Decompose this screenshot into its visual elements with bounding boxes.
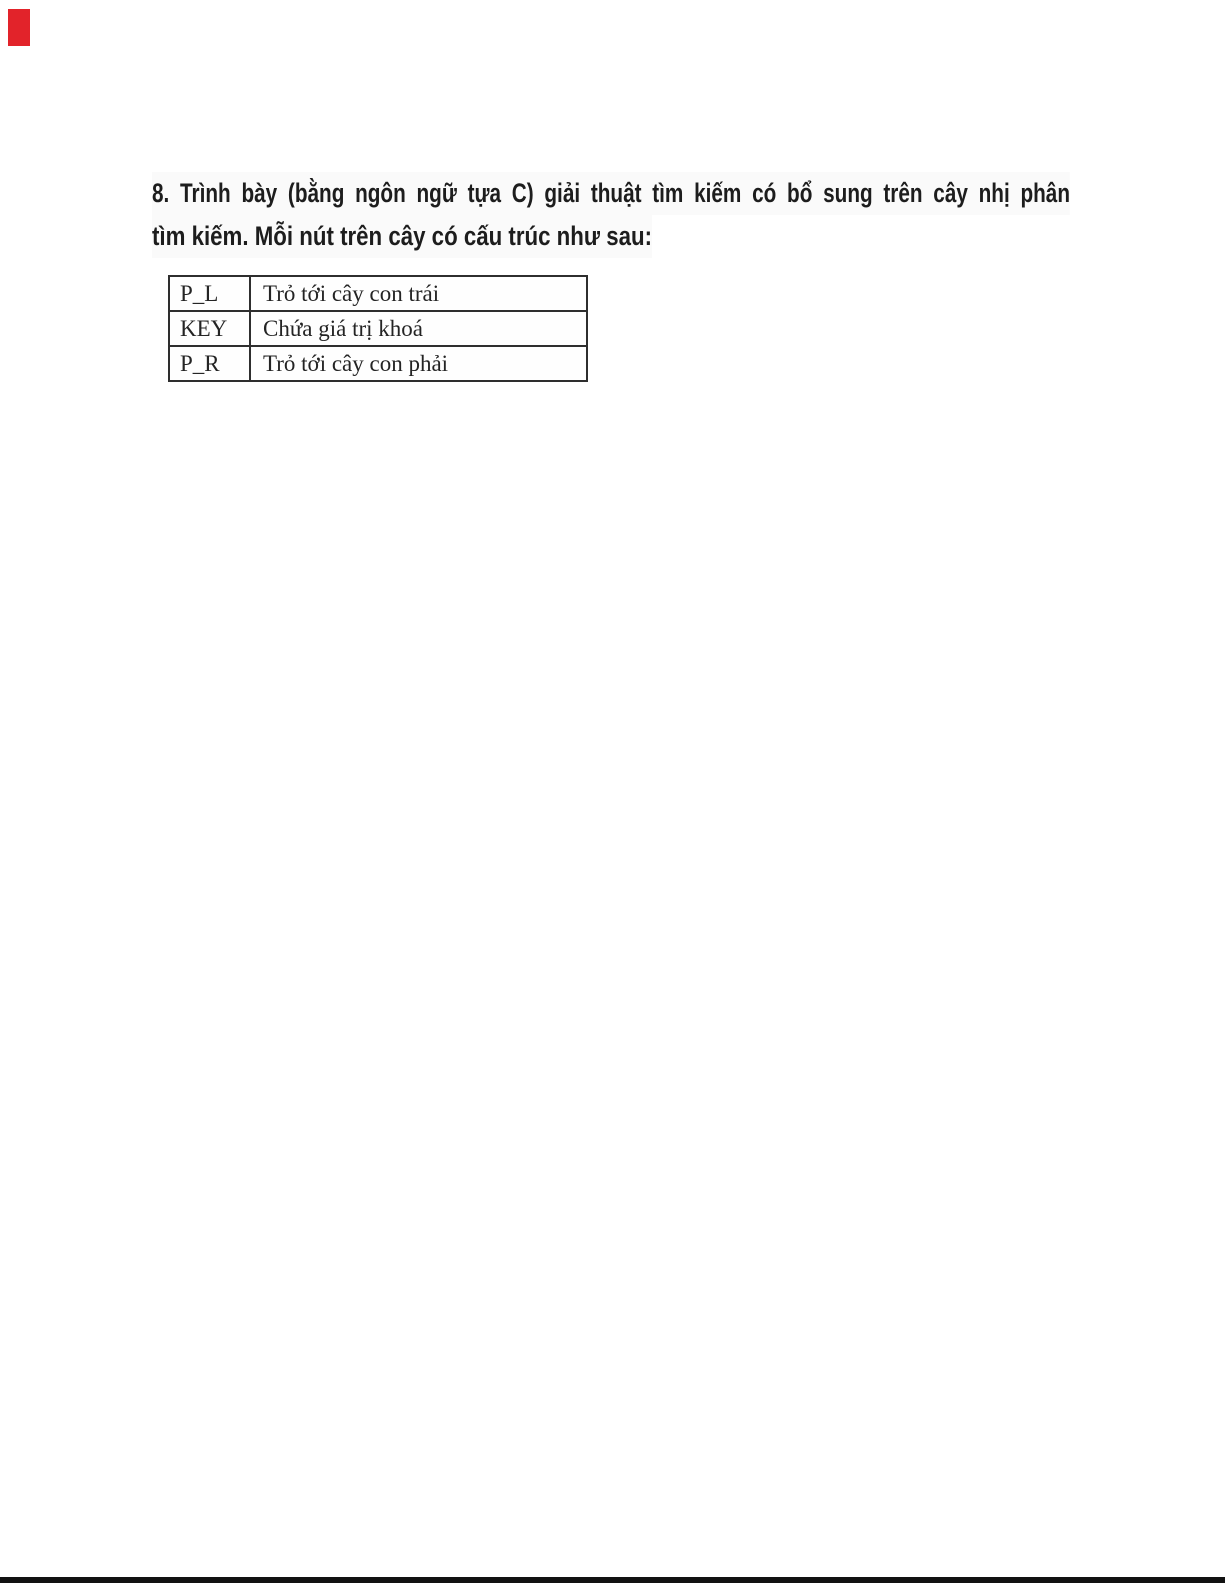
description-cell: Chứa giá trị khoá	[263, 316, 424, 341]
question-text	[152, 172, 1070, 258]
table-row	[170, 347, 586, 380]
table-row	[170, 277, 586, 312]
question-line-2	[152, 215, 1070, 258]
table-row	[170, 312, 586, 347]
question-line-2-text: tìm kiếm. Mỗi nút trên cây có cấu trúc như sau:	[152, 215, 652, 258]
red-corner-mark	[8, 9, 30, 46]
field-cell: P_R	[170, 347, 251, 380]
description-cell: Trỏ tới cây con trái	[263, 281, 440, 306]
bottom-page-border	[0, 1577, 1225, 1583]
question-line-1	[152, 172, 1070, 215]
field-cell: P_L	[170, 277, 251, 310]
description-cell: Trỏ tới cây con phải	[263, 351, 449, 376]
question-line-1-text: 8. Trình bày (bằng ngôn ngữ tựa C) giải thuật tìm kiếm có bổ sung trên cây nhị phân	[152, 172, 1070, 215]
field-cell: KEY	[170, 312, 251, 345]
node-structure-table	[168, 275, 588, 382]
